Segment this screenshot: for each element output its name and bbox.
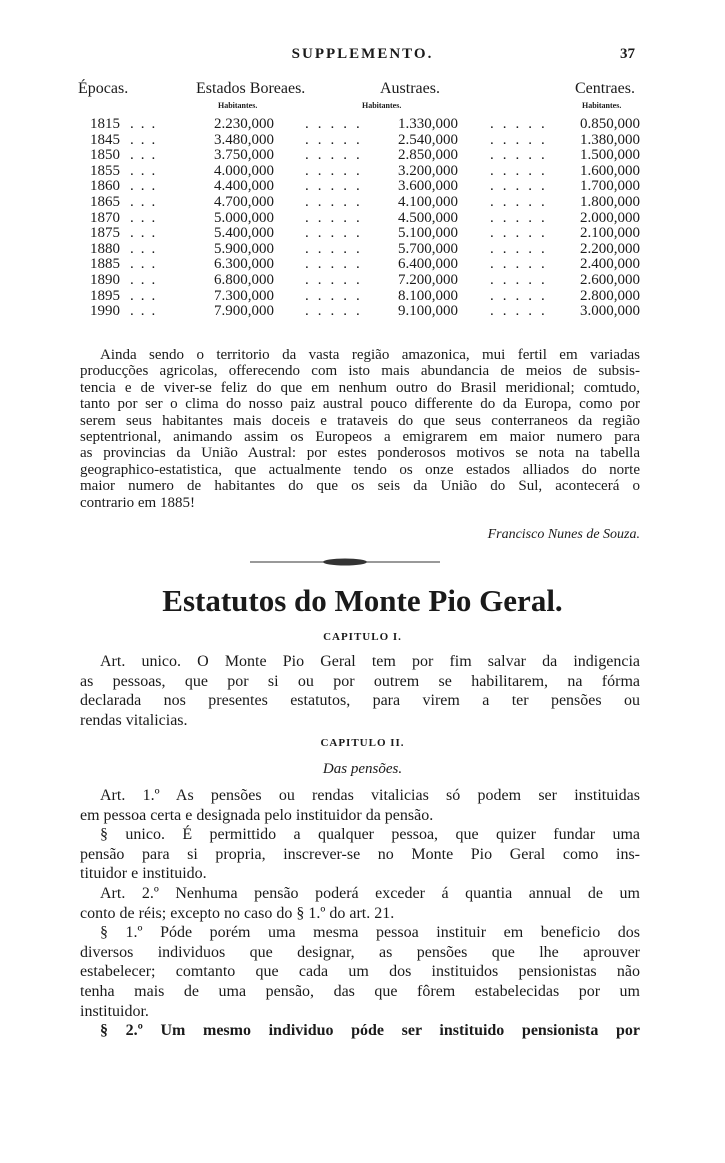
ornament-divider: [250, 558, 440, 566]
boreaes-cell: 3.480,000: [214, 131, 274, 148]
leader-dots: ...: [130, 116, 163, 132]
austraes-cell: 6.400,000: [398, 256, 458, 273]
centraes-cell: 2.200,000: [580, 240, 640, 257]
text-line: estabelecer; comtanto que cada um dos instituidos pensionistas não: [80, 963, 640, 981]
text-line: rendas vitalicias.: [80, 711, 188, 729]
centraes-cell: 1.380,000: [580, 131, 640, 148]
austraes-cell: 4.100,000: [398, 193, 458, 210]
leader-dots: ...: [130, 303, 163, 320]
population-table: [80, 117, 640, 320]
leader-dots: ...: [130, 162, 163, 179]
leader-dots: ...: [130, 271, 163, 288]
year-cell: 1815: [90, 116, 120, 132]
leader-dots: .....: [490, 116, 554, 132]
boreaes-cell: 6.300,000: [214, 256, 274, 273]
centraes-cell: 1.500,000: [580, 147, 640, 164]
leader-dots: .....: [490, 193, 554, 210]
table-row: [80, 242, 640, 258]
text-line: § unico. É permittido a qualquer pessoa, que quizer fundar uma: [100, 826, 640, 844]
unit-label: Habitantes.: [582, 101, 622, 110]
leader-dots: .....: [490, 147, 554, 164]
year-cell: 1885: [90, 256, 120, 273]
leader-dots: ...: [130, 209, 163, 226]
austraes-cell: 9.100,000: [398, 303, 458, 320]
year-cell: 1870: [90, 209, 120, 226]
table-row: [80, 148, 640, 164]
centraes-cell: 1.800,000: [580, 193, 640, 210]
text-line: maior numero de habitantes do que os seis da União do Sul, acontecerá o: [80, 478, 640, 495]
centraes-cell: 2.800,000: [580, 287, 640, 304]
text-line: declarada nos presentes estatutos, para virem a ter pensões ou: [80, 692, 640, 710]
leader-dots: .....: [305, 131, 369, 148]
boreaes-cell: 5.900,000: [214, 240, 274, 257]
page-number: 37: [620, 46, 635, 62]
paragraph: [80, 923, 640, 1021]
austraes-cell: 4.500,000: [398, 209, 458, 226]
table-row: [80, 117, 640, 133]
leader-dots: .....: [490, 271, 554, 288]
year-cell: 1990: [90, 303, 120, 320]
austraes-cell: 5.700,000: [398, 240, 458, 257]
leader-dots: .....: [490, 178, 554, 195]
leader-dots: .....: [305, 116, 369, 132]
year-cell: 1880: [90, 240, 120, 257]
centraes-cell: 2.100,000: [580, 225, 640, 242]
boreaes-cell: 3.750,000: [214, 147, 274, 164]
boreaes-cell: 4.000,000: [214, 162, 274, 179]
text-line: conto de réis; excepto no caso do § 1.º do art. 21.: [80, 904, 395, 922]
chapter1-text: [80, 652, 640, 730]
table-row: [80, 304, 640, 320]
paragraph: [80, 786, 640, 825]
boreaes-cell: 7.300,000: [214, 287, 274, 304]
austraes-cell: 3.200,000: [398, 162, 458, 179]
chapter2-text: [80, 786, 640, 1041]
column-header-epocas: Épocas.: [78, 80, 129, 97]
leader-dots: .....: [305, 178, 369, 195]
year-cell: 1865: [90, 193, 120, 210]
year-cell: 1860: [90, 178, 120, 195]
text-line: em pessoa certa e designada pelo instituidor da pensão.: [80, 806, 434, 824]
centraes-cell: 2.400,000: [580, 256, 640, 273]
unit-label: Habitantes.: [218, 101, 258, 110]
paragraph: [80, 825, 640, 884]
table-row: [80, 133, 640, 149]
leader-dots: ...: [130, 147, 163, 164]
austraes-cell: 8.100,000: [398, 287, 458, 304]
text-line: Ainda sendo o territorio da vasta região amazonica, mui fertil em variadas: [100, 347, 640, 363]
text-line: as pessoas, que por si ou por outrem se habilitarem, na fórma: [80, 672, 640, 690]
text-line: § 2.º Um mesmo individuo póde ser instituido pensionista por: [100, 1022, 640, 1040]
unit-label: Habitantes.: [362, 101, 402, 110]
austraes-cell: 2.850,000: [398, 147, 458, 164]
centraes-cell: 2.600,000: [580, 271, 640, 288]
table-row: [80, 164, 640, 180]
text-line: tituidor e instituido.: [80, 865, 207, 883]
leader-dots: ...: [130, 287, 163, 304]
leader-dots: .....: [305, 162, 369, 179]
chapter-subtitle: Das pensões.: [322, 761, 403, 777]
centraes-cell: 1.700,000: [580, 178, 640, 195]
text-line: tencia e de viver-se feliz do que em nenhum outro do Brasil meridional; comtudo,: [80, 379, 640, 396]
year-cell: 1850: [90, 147, 120, 164]
year-cell: 1890: [90, 271, 120, 288]
text-line: Art. unico. O Monte Pio Geral tem por fim salvar da indigencia: [100, 653, 640, 670]
leader-dots: ...: [130, 131, 163, 148]
text-line: § 1.º Póde porém uma mesma pessoa instituir em beneficio dos: [100, 924, 640, 942]
leader-dots: .....: [305, 240, 369, 257]
table-row: [80, 226, 640, 242]
leader-dots: .....: [305, 209, 369, 226]
running-head: SUPPLEMENTO.: [291, 46, 434, 62]
paragraph: [80, 884, 640, 923]
chapter-heading: CAPITULO II.: [320, 737, 405, 749]
intro-paragraph: [80, 347, 640, 511]
text-line: as provincias da União Austral: por estes ponderosos motivos se nota na tabella: [80, 445, 640, 462]
boreaes-cell: 4.400,000: [214, 178, 274, 195]
boreaes-cell: 4.700,000: [214, 193, 274, 210]
centraes-cell: 2.000,000: [580, 209, 640, 226]
column-header-centraes: Centraes.: [575, 80, 635, 97]
text-line: producções agricolas, offerecendo com isto mais abundancia de meios de subsis-: [80, 363, 640, 380]
leader-dots: .....: [305, 287, 369, 304]
boreaes-cell: 5.000,000: [214, 209, 274, 226]
leader-dots: .....: [305, 271, 369, 288]
text-line: Art. 1.º As pensões ou rendas vitalicias só podem ser instituidas: [100, 787, 640, 804]
leader-dots: .....: [305, 225, 369, 242]
text-line: geographico-estatistica, que actualmente tendo os onze estados alliados do norte: [80, 461, 640, 478]
leader-dots: .....: [490, 287, 554, 304]
austraes-cell: 3.600,000: [398, 178, 458, 195]
text-line: contrario em 1885!: [80, 494, 195, 511]
text-line: septentrional, animando assim os Europeos a emigrarem em maior numero para: [80, 429, 640, 446]
column-header-boreaes: Estados Boreaes.: [196, 80, 306, 97]
text-line: serem seus habitantes mais doceis e trataveis do que seus conterraneos da região: [80, 412, 640, 429]
leader-dots: ...: [130, 178, 163, 195]
document-title: Estatutos do Monte Pio Geral.: [162, 583, 563, 618]
centraes-cell: 0.850,000: [580, 116, 640, 132]
leader-dots: .....: [305, 147, 369, 164]
austraes-cell: 5.100,000: [398, 225, 458, 242]
austraes-cell: 2.540,000: [398, 131, 458, 148]
leader-dots: ...: [130, 193, 163, 210]
leader-dots: .....: [305, 303, 369, 320]
austraes-cell: 7.200,000: [398, 271, 458, 288]
signature: Francisco Nunes de Souza.: [487, 527, 640, 542]
leader-dots: .....: [490, 256, 554, 273]
leader-dots: ...: [130, 225, 163, 242]
leader-dots: .....: [490, 131, 554, 148]
table-row: [80, 211, 640, 227]
text-line: instituidor.: [80, 1002, 149, 1020]
leader-dots: .....: [490, 209, 554, 226]
year-cell: 1845: [90, 131, 120, 148]
leader-dots: .....: [490, 303, 554, 320]
austraes-cell: 1.330,000: [398, 116, 458, 132]
year-cell: 1875: [90, 225, 120, 242]
paragraph: [80, 1021, 640, 1041]
year-cell: 1895: [90, 287, 120, 304]
leader-dots: .....: [305, 193, 369, 210]
table-row: [80, 257, 640, 273]
boreaes-cell: 6.800,000: [214, 271, 274, 288]
table-row: [80, 289, 640, 305]
centraes-cell: 1.600,000: [580, 162, 640, 179]
text-line: tanto por ser o clima do nosso paiz austral pouco differente do da Europa, como por: [80, 396, 640, 413]
column-header-austraes: Austraes.: [380, 80, 440, 97]
boreaes-cell: 2.230,000: [214, 116, 274, 132]
table-row: [80, 179, 640, 195]
text-line: diversos individuos que designar, as pensões que lhe aprouver: [80, 943, 640, 961]
text-line: pensão para si propria, inscrever-se no Monte Pio Geral como ins-: [80, 845, 640, 863]
table-row: [80, 273, 640, 289]
leader-dots: ...: [130, 240, 163, 257]
chapter-heading: CAPITULO I.: [323, 631, 402, 643]
text-line: tenha mais de uma pensão, das que fôrem estabelecidas por um: [80, 982, 640, 1000]
leader-dots: ...: [130, 256, 163, 273]
year-cell: 1855: [90, 162, 120, 179]
leader-dots: .....: [490, 162, 554, 179]
leader-dots: .....: [490, 225, 554, 242]
leader-dots: .....: [490, 240, 554, 257]
text-line: Art. 2.º Nenhuma pensão poderá exceder á quantia annual de um: [100, 884, 640, 902]
boreaes-cell: 5.400,000: [214, 225, 274, 242]
table-row: [80, 195, 640, 211]
boreaes-cell: 7.900,000: [214, 303, 274, 320]
leader-dots: .....: [305, 256, 369, 273]
centraes-cell: 3.000,000: [580, 303, 640, 320]
